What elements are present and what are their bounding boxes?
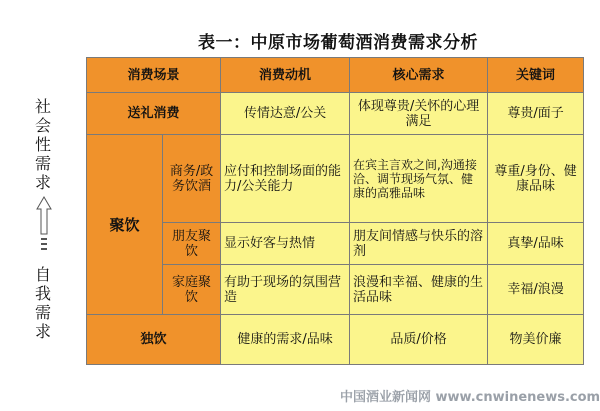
header-motive: 消费动机 <box>221 58 350 93</box>
watermark: 中国酒业新闻网 www.cnwinenews.com <box>340 390 600 405</box>
keyword-cell: 真挚/品味 <box>488 223 584 265</box>
core-cell: 朋友间情感与快乐的溶剂 <box>350 223 488 265</box>
up-arrow-icon <box>36 196 52 258</box>
keyword-cell: 尊重/身份、健康品味 <box>488 135 584 223</box>
table-title: 表一：中原市场葡萄酒消费需求分析 <box>198 33 478 53</box>
scene-cell: 朋友聚饮 <box>163 223 221 265</box>
self-needs-label: 自我需求 <box>34 265 51 341</box>
scene-cell: 商务/政务饮酒 <box>163 135 221 223</box>
gathering-cell: 聚饮 <box>87 135 163 315</box>
keyword-cell: 尊贵/面子 <box>488 93 584 135</box>
motive-cell: 传情达意/公关 <box>221 93 350 135</box>
header-keyword: 关键词 <box>488 58 584 93</box>
header-row <box>87 58 584 93</box>
core-cell: 浪漫和幸福、健康的生活品味 <box>350 265 488 315</box>
header-scene: 消费场景 <box>87 58 221 93</box>
core-cell: 在宾主言欢之间,沟通接洽、调节现场气氛、健康的高雅品味 <box>350 135 488 223</box>
keyword-cell: 幸福/浪漫 <box>488 265 584 315</box>
social-needs-label: 社会性需求 <box>34 97 51 192</box>
scene-cell: 送礼消费 <box>87 93 221 135</box>
core-cell: 品质/价格 <box>350 315 488 365</box>
motive-cell: 应付和控制场面的能力/公关能力 <box>221 135 350 223</box>
core-cell: 体现尊贵/关怀的心理满足 <box>350 93 488 135</box>
table-row <box>87 135 584 223</box>
scene-cell: 家庭聚饮 <box>163 265 221 315</box>
keyword-cell: 物美价廉 <box>488 315 584 365</box>
demand-analysis-table <box>86 57 584 365</box>
motive-cell: 健康的需求/品味 <box>221 315 350 365</box>
table-row <box>87 315 584 365</box>
scene-cell: 独饮 <box>87 315 221 365</box>
table-row <box>87 93 584 135</box>
motive-cell: 有助于现场的氛围营造 <box>221 265 350 315</box>
motive-cell: 显示好客与热情 <box>221 223 350 265</box>
header-core: 核心需求 <box>350 58 488 93</box>
